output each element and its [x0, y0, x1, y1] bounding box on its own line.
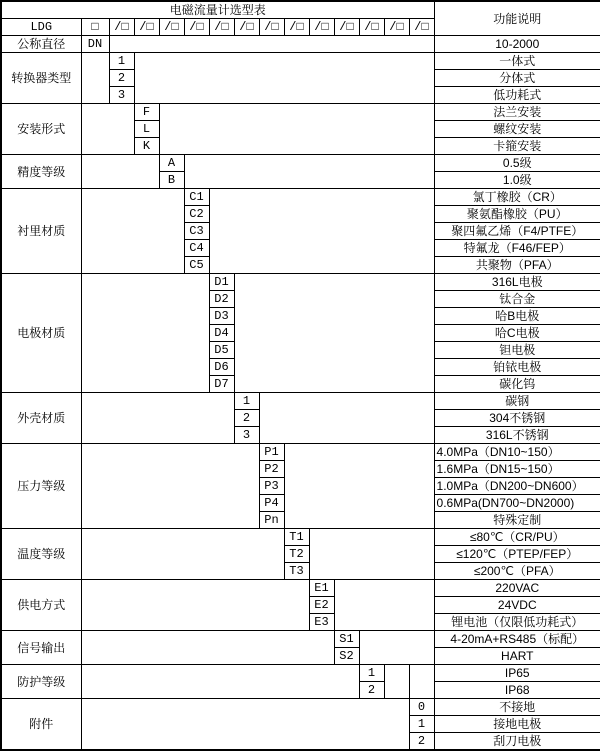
row-label: 防护等级: [1, 665, 81, 699]
row-label: 温度等级: [1, 529, 81, 580]
desc-cell: 接地电极: [434, 716, 600, 733]
row-label: 精度等级: [1, 155, 81, 189]
spacer-cell: [184, 155, 434, 189]
code-cell: E2: [309, 597, 334, 614]
row-label: 外壳材质: [1, 393, 81, 444]
desc-cell: IP65: [434, 665, 600, 682]
row-label: 安装形式: [1, 104, 81, 155]
desc-cell: 锂电池（仅限低功耗式）: [434, 614, 600, 631]
spacer-cell: [109, 36, 434, 53]
spacer-cell: [81, 699, 409, 751]
desc-cell: 220VAC: [434, 580, 600, 597]
code-cell: 1: [234, 393, 259, 410]
desc-cell: 1.0级: [434, 172, 600, 189]
row-label: 供电方式: [1, 580, 81, 631]
code-cell: C2: [184, 206, 209, 223]
table-row: [1, 104, 600, 121]
spacer-cell: [209, 189, 434, 274]
code-cell: 1: [409, 716, 434, 733]
code-cell: C1: [184, 189, 209, 206]
code-slot: /□: [259, 19, 284, 36]
table-row: [1, 53, 600, 70]
code-cell: P2: [259, 461, 284, 478]
code-cell: P1: [259, 444, 284, 461]
desc-cell: 碳钢: [434, 393, 600, 410]
code-cell: D6: [209, 359, 234, 376]
code-cell: 0: [409, 699, 434, 716]
code-cell: C3: [184, 223, 209, 240]
spacer-cell: [409, 665, 434, 699]
desc-cell: 聚四氟乙烯（F4/PTFE）: [434, 223, 600, 240]
desc-cell: ≤120℃（PTEP/FEP）: [434, 546, 600, 563]
spacer-cell: [134, 53, 434, 104]
code-cell: 1: [109, 53, 134, 70]
table-row: [1, 580, 600, 597]
code-cell: Pn: [259, 512, 284, 529]
code-cell: D7: [209, 376, 234, 393]
code-cell: A: [159, 155, 184, 172]
desc-cell: 螺纹安装: [434, 121, 600, 138]
desc-cell: 铂铱电极: [434, 359, 600, 376]
code-slot: /□: [159, 19, 184, 36]
table-title: 电磁流量计选型表: [1, 1, 434, 19]
code-cell: K: [134, 138, 159, 155]
code-cell: S2: [334, 648, 359, 665]
function-description-header: 功能说明: [434, 1, 600, 36]
desc-cell: IP68: [434, 682, 600, 699]
code-cell: E1: [309, 580, 334, 597]
spacer-cell: [81, 529, 284, 580]
desc-cell: 卡箍安装: [434, 138, 600, 155]
code-cell: T2: [284, 546, 309, 563]
code-cell: T1: [284, 529, 309, 546]
desc-cell: 哈C电极: [434, 325, 600, 342]
table-row: [1, 444, 600, 461]
table-row: [1, 189, 600, 206]
code-cell: 2: [409, 733, 434, 751]
spacer-cell: [259, 393, 434, 444]
code-cell: D5: [209, 342, 234, 359]
desc-cell: 0.6MPa(DN700~DN2000): [434, 495, 600, 512]
code-cell: D3: [209, 308, 234, 325]
spacer-cell: [81, 665, 359, 699]
desc-cell: 一体式: [434, 53, 600, 70]
desc-cell: 氯丁橡胶（CR）: [434, 189, 600, 206]
code-cell: F: [134, 104, 159, 121]
spacer-cell: [309, 529, 434, 580]
code-cell: D2: [209, 291, 234, 308]
desc-cell: 刮刀电极: [434, 733, 600, 751]
desc-cell: 共聚物（PFA）: [434, 257, 600, 274]
spacer-cell: [384, 665, 409, 699]
row-label: 衬里材质: [1, 189, 81, 274]
code-slot: /□: [209, 19, 234, 36]
table-row: [1, 393, 600, 410]
spacer-cell: [81, 393, 234, 444]
code-cell: 3: [234, 427, 259, 444]
desc-cell: ≤200℃（PFA）: [434, 563, 600, 580]
table-row: [1, 36, 600, 53]
code-cell: E3: [309, 614, 334, 631]
code-cell: L: [134, 121, 159, 138]
code-cell: C4: [184, 240, 209, 257]
code-slot: /□: [409, 19, 434, 36]
spacer-cell: [81, 155, 159, 189]
code-slot: /□: [134, 19, 159, 36]
desc-cell: 法兰安装: [434, 104, 600, 121]
desc-cell: 0.5级: [434, 155, 600, 172]
desc-cell: 低功耗式: [434, 87, 600, 104]
desc-cell: 1.0MPa（DN200~DN600）: [434, 478, 600, 495]
desc-cell: 4-20mA+RS485（标配）: [434, 631, 600, 648]
code-cell: D1: [209, 274, 234, 291]
row-label: 附件: [1, 699, 81, 751]
code-cell: P3: [259, 478, 284, 495]
code-slot: /□: [284, 19, 309, 36]
row-label: 公称直径: [1, 36, 81, 53]
desc-cell: HART: [434, 648, 600, 665]
code-cell: P4: [259, 495, 284, 512]
code-cell: B: [159, 172, 184, 189]
code-slot: /□: [109, 19, 134, 36]
desc-cell: 钽电极: [434, 342, 600, 359]
code-slot: /□: [384, 19, 409, 36]
row-label: 电极材质: [1, 274, 81, 393]
model-prefix: LDG: [1, 19, 81, 36]
code-cell: 2: [234, 410, 259, 427]
desc-cell: 304不锈钢: [434, 410, 600, 427]
code-cell: S1: [334, 631, 359, 648]
code-slot: /□: [184, 19, 209, 36]
code-slot: /□: [359, 19, 384, 36]
spacer-cell: [81, 274, 209, 393]
row-label: 压力等级: [1, 444, 81, 529]
desc-cell: 哈B电极: [434, 308, 600, 325]
desc-cell: 特氟龙（F46/FEP）: [434, 240, 600, 257]
code-slot: /□: [334, 19, 359, 36]
table-row: [1, 665, 600, 682]
code-slot: □: [81, 19, 109, 36]
code-cell: 1: [359, 665, 384, 682]
table-row: [1, 631, 600, 648]
desc-cell: 24VDC: [434, 597, 600, 614]
spacer-cell: [81, 631, 334, 665]
table-row: [1, 699, 600, 716]
spacer-cell: [284, 444, 434, 529]
spacer-cell: [334, 580, 434, 631]
code-cell: T3: [284, 563, 309, 580]
desc-cell: 碳化钨: [434, 376, 600, 393]
desc-cell: 316L电极: [434, 274, 600, 291]
row-label: 转换器类型: [1, 53, 81, 104]
desc-cell: 1.6MPa（DN15~150）: [434, 461, 600, 478]
desc-cell: 分体式: [434, 70, 600, 87]
spacer-cell: [81, 580, 309, 631]
desc-cell: 316L不锈钢: [434, 427, 600, 444]
table-row: [1, 529, 600, 546]
header-row: [1, 1, 600, 19]
code-slot: /□: [234, 19, 259, 36]
spacer-cell: [81, 444, 259, 529]
desc-cell: ≤80℃（CR/PU）: [434, 529, 600, 546]
code-cell: C5: [184, 257, 209, 274]
code-slot: /□: [309, 19, 334, 36]
code-cell: 2: [359, 682, 384, 699]
row-label: 信号输出: [1, 631, 81, 665]
table-row: [1, 155, 600, 172]
code-cell: 2: [109, 70, 134, 87]
spacer-cell: [81, 104, 134, 155]
desc-cell: 不接地: [434, 699, 600, 716]
table-row: [1, 274, 600, 291]
desc-cell: 聚氨酯橡胶（PU）: [434, 206, 600, 223]
spacer-cell: [234, 274, 434, 393]
desc-cell: 特殊定制: [434, 512, 600, 529]
code-cell: DN: [81, 36, 109, 53]
desc-cell: 10-2000: [434, 36, 600, 53]
spacer-cell: [81, 189, 184, 274]
desc-cell: 钛合金: [434, 291, 600, 308]
spacer-cell: [359, 631, 434, 665]
desc-cell: 4.0MPa（DN10~150）: [434, 444, 600, 461]
spacer-cell: [81, 53, 109, 104]
code-cell: D4: [209, 325, 234, 342]
spacer-cell: [159, 104, 434, 155]
code-cell: 3: [109, 87, 134, 104]
